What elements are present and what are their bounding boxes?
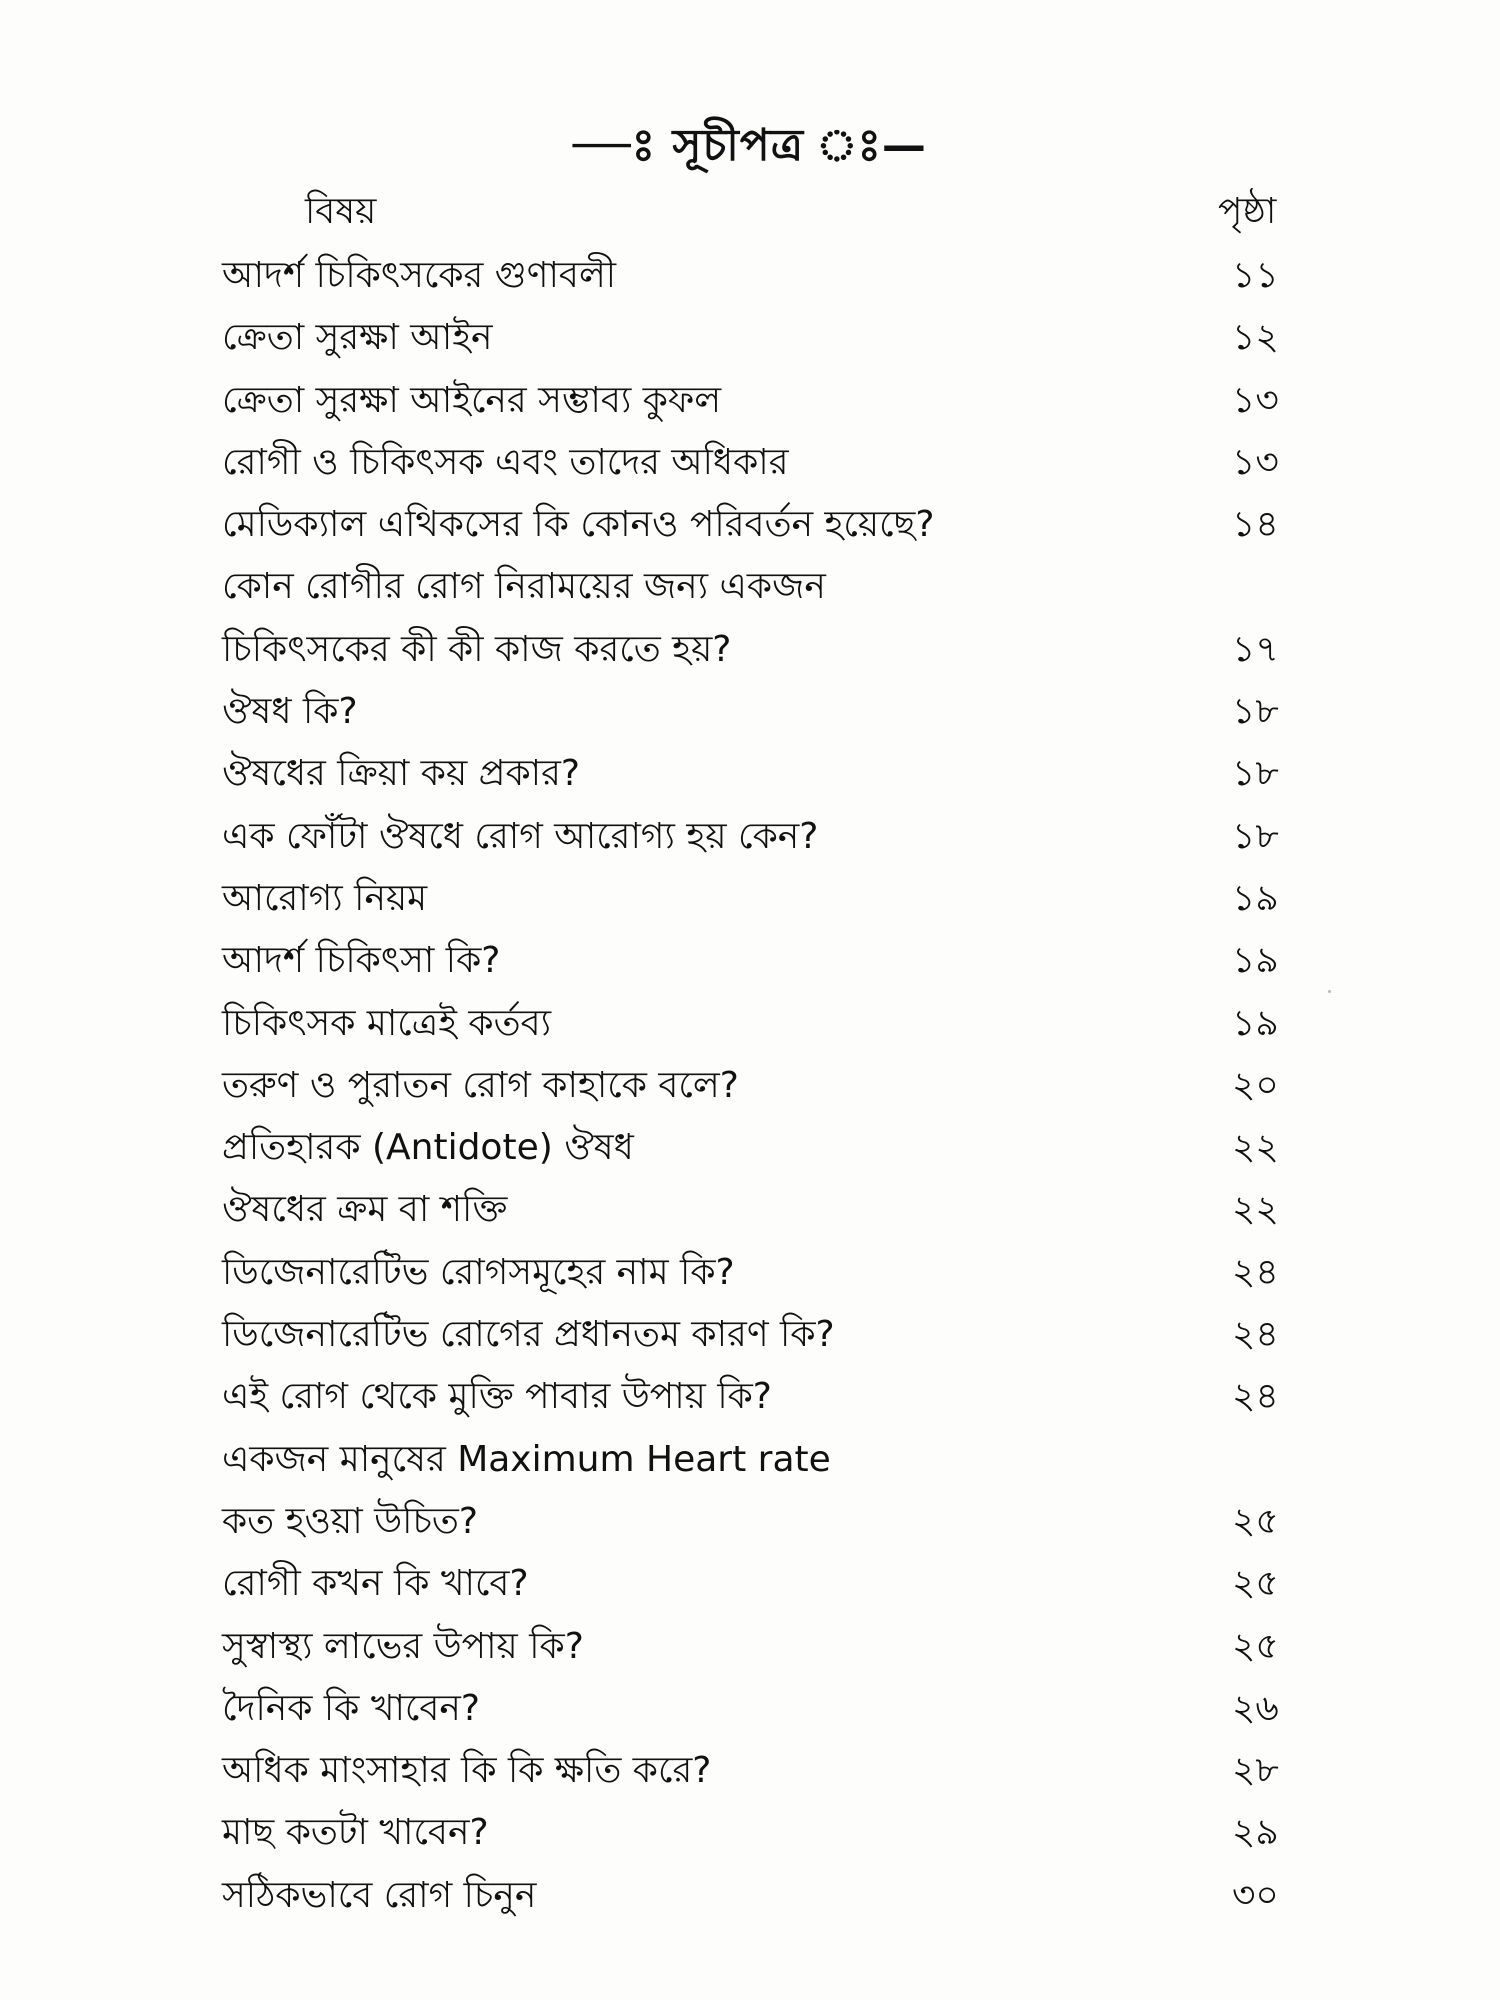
toc-entry [222, 868, 1292, 930]
toc-entry [222, 1242, 1292, 1304]
toc-entry-page-number: ২৬ [1232, 1687, 1279, 1729]
toc-entry [222, 1802, 1292, 1864]
toc-entry [222, 1366, 1292, 1428]
toc-entry [222, 1678, 1292, 1740]
toc-entry-page-number: ২৫ [1232, 1625, 1279, 1667]
toc-entry-title: আদর্শ চিকিৎসা কি? [222, 940, 501, 982]
toc-entry [222, 1304, 1292, 1366]
toc-entry-title: ঔষধের ক্রিয়া কয় প্রকার? [222, 753, 581, 795]
toc-entry [222, 245, 1292, 307]
toc-entry-page-number: ২৪ [1232, 1314, 1279, 1356]
toc-entry-title: এই রোগ থেকে মুক্তি পাবার উপায় কি? [222, 1376, 772, 1418]
toc-entry-page-number: ১৩ [1232, 379, 1279, 421]
toc-entry-title: রোগী ও চিকিৎসক এবং তাদের অধিকার [222, 441, 789, 483]
toc-entry [222, 1179, 1292, 1241]
toc-entry [222, 1616, 1292, 1678]
toc-entry-page-number: ১৪ [1232, 504, 1279, 546]
toc-entry-title: মেডিক্যাল এথিকসের কি কোনও পরিবর্তন হয়েছে? [222, 504, 935, 546]
subject-column-header: বিষয় [305, 191, 377, 232]
toc-entry-title: একজন মানুষের Maximum Heart rate [222, 1438, 831, 1480]
toc-entry-title: আরোগ্য নিয়ম [222, 877, 428, 919]
toc-entry [222, 1553, 1292, 1615]
toc-entry-title: চিকিৎসকের কী কী কাজ করতে হয়? [222, 628, 732, 670]
toc-entry-page-number: ২৮ [1232, 1750, 1279, 1792]
toc-entry-title: ঔষধের ক্রম বা শক্তি [222, 1189, 508, 1231]
toc-entry-page-number: ২৪ [1232, 1251, 1279, 1293]
toc-entry [222, 370, 1292, 432]
toc-entry-title: এক ফোঁটা ঔষধে রোগ আরোগ্য হয় কেন? [222, 815, 819, 857]
toc-entry-page-number: ১৩ [1232, 441, 1279, 483]
toc-entry-title: তরুণ ও পুরাতন রোগ কাহাকে বলে? [222, 1064, 739, 1106]
toc-entry-page-number: ১৮ [1232, 753, 1279, 795]
toc-entry-page-number: ১৯ [1232, 1002, 1279, 1044]
toc-entry-title: অধিক মাংসাহার কি কি ক্ষতি করে? [222, 1750, 712, 1792]
toc-entry-title: ক্রেতা সুরক্ষা আইনের সম্ভাব্য কুফল [222, 379, 722, 421]
toc-entry-page-number: ২৯ [1232, 1812, 1279, 1854]
toc-entry [222, 619, 1292, 681]
toc-entry-title: চিকিৎসক মাত্রেই কর্তব্য [222, 1002, 552, 1044]
toc-entry-title: কত হওয়া উচিত? [222, 1500, 479, 1542]
toc-entry-title: কোন রোগীর রোগ নিরাময়ের জন্য একজন [222, 566, 826, 608]
toc-entry-page-number: ১৭ [1232, 628, 1279, 670]
toc-entry [222, 432, 1292, 494]
toc-entry [222, 806, 1292, 868]
toc-entry-title: ডিজেনারেটিভ রোগের প্রধানতম কারণ কি? [222, 1314, 835, 1356]
page-title: —ঃ সূচীপত্র ঃ— [573, 120, 927, 171]
toc-entry [222, 993, 1292, 1055]
toc-entry [222, 307, 1292, 369]
toc-entry-title: আদর্শ চিকিৎসকের গুণাবলী [222, 255, 617, 296]
toc-entry-title: সুস্বাস্থ্য লাভের উপায় কি? [222, 1625, 584, 1667]
toc-entry-page-number: ১৯ [1232, 877, 1279, 919]
toc-entry [222, 1491, 1292, 1553]
page-column-header: পৃষ্ঠা [1218, 191, 1277, 232]
toc-entry-title: দৈনিক কি খাবেন? [222, 1687, 480, 1729]
toc-entry-page-number: ৩০ [1232, 1874, 1279, 1916]
toc-entry [222, 1740, 1292, 1802]
toc-entry-page-number: ২০ [1232, 1064, 1279, 1106]
toc-entry-page-number: ১১ [1232, 255, 1279, 296]
paper-speck [1328, 990, 1331, 993]
toc-entry [222, 1865, 1292, 1927]
toc-entry-title: মাছ কতটা খাবেন? [222, 1812, 489, 1854]
toc-entry-page-number: ১২ [1232, 317, 1279, 359]
toc-entry-title: ডিজেনারেটিভ রোগসমূহের নাম কি? [222, 1251, 735, 1293]
toc-entry [222, 681, 1292, 743]
toc-entry-page-number: ১৮ [1232, 815, 1279, 857]
toc-entry-title: সঠিকভাবে রোগ চিনুন [222, 1874, 537, 1916]
toc-entry [222, 494, 1292, 556]
toc-entry-title: রোগী কখন কি খাবে? [222, 1563, 529, 1605]
toc-entry-page-number: ২২ [1232, 1189, 1279, 1231]
toc-entry [222, 1117, 1292, 1179]
toc-entry-title: প্রতিহারক (Antidote) ঔষধ [222, 1127, 634, 1169]
toc-entry-page-number: ২৫ [1232, 1563, 1279, 1605]
toc-entry [222, 1055, 1292, 1117]
toc-entry-page-number: ২২ [1232, 1127, 1279, 1169]
toc-entry-page-number: ১৯ [1232, 940, 1279, 982]
toc-entry [222, 743, 1292, 805]
toc-entry-page-number: ২৪ [1232, 1376, 1279, 1418]
toc-entry-title: ঔষধ কি? [222, 691, 358, 733]
toc-entry-page-number: ২৫ [1232, 1500, 1279, 1542]
toc-entry-page-number: ১৮ [1232, 691, 1279, 733]
table-of-contents [222, 245, 1292, 1927]
toc-entry-title: ক্রেতা সুরক্ষা আইন [222, 317, 493, 359]
toc-entry [222, 1429, 1292, 1491]
toc-entry [222, 556, 1292, 618]
toc-entry [222, 930, 1292, 992]
